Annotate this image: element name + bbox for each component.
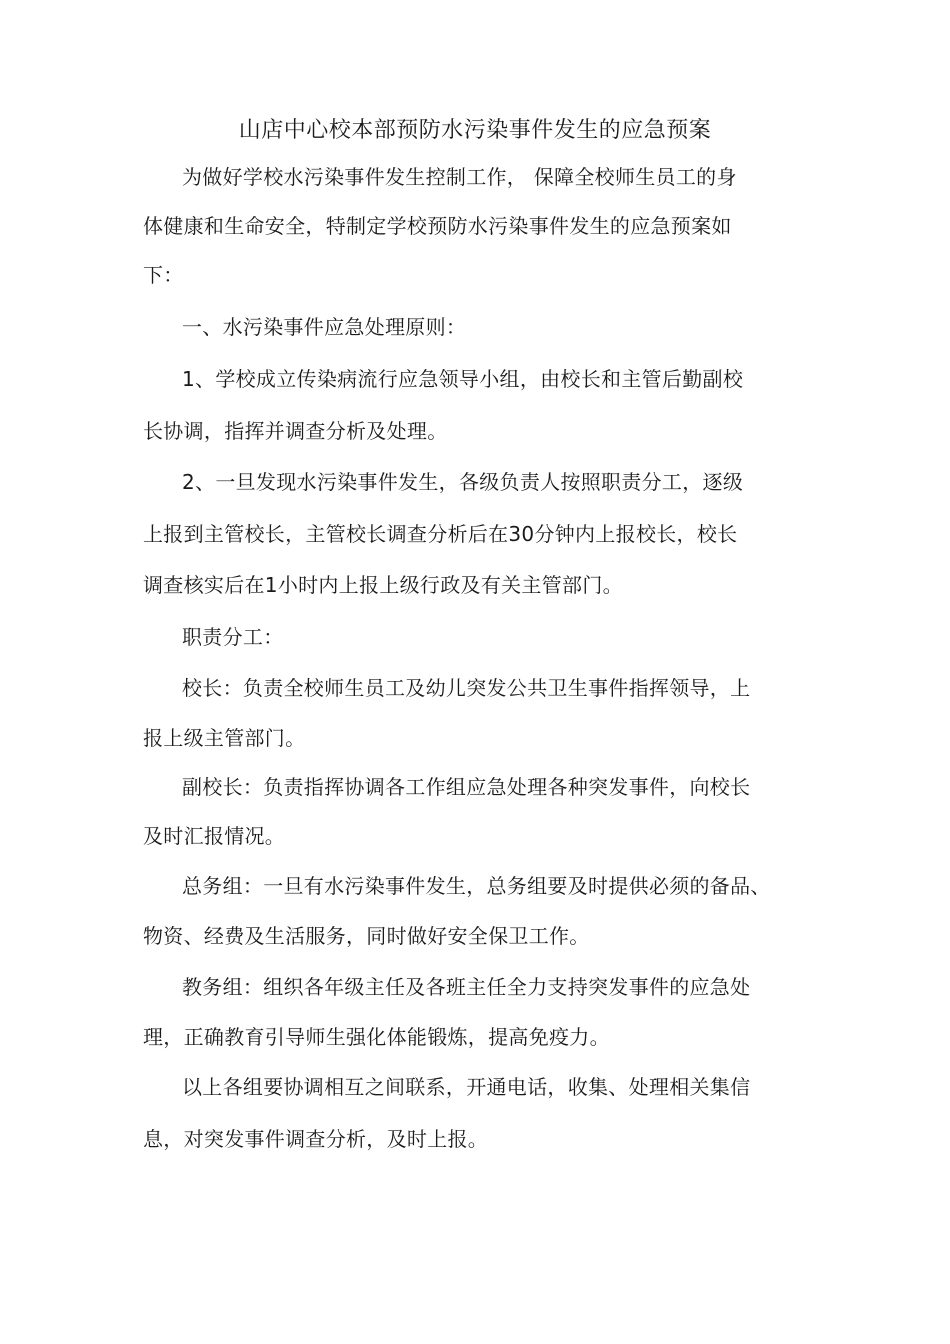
- text-line-academic-affairs-2: 理，正确教育引导师生强化体能锻炼，提高免疫力。: [143, 1025, 610, 1049]
- text-line-principal-1: 校长：负责全校师生员工及幼儿突发公共卫生事件指挥领导，上: [182, 676, 751, 700]
- text-line-item2-1: 2、一旦发现水污染事件发生，各级负责人按照职责分工，逐级: [182, 470, 744, 494]
- text-line-general-affairs-2: 物资、经费及生活服务，同时做好安全保卫工作。: [143, 924, 590, 948]
- text-line-vice-principal-2: 及时汇报情况。: [143, 824, 286, 848]
- text-line-item1-2: 长协调，指挥并调查分析及处理。: [143, 419, 448, 443]
- text-line-intro-1: 为做好学校水污染事件发生控制工作， 保障全校师生员工的身: [182, 165, 737, 189]
- text-line-general-affairs-1: 总务组：一旦有水污染事件发生，总务组要及时提供必须的备品、: [182, 874, 771, 898]
- section-heading-duties: 职责分工：: [182, 625, 284, 649]
- text-line-summary-2: 息，对突发事件调查分析，及时上报。: [143, 1127, 489, 1151]
- section-heading-principles: 一、水污染事件应急处理原则：: [182, 315, 467, 339]
- text-line-summary-1: 以上各组要协调相互之间联系，开通电话，收集、处理相关集信: [182, 1075, 751, 1099]
- text-line-vice-principal-1: 副校长：负责指挥协调各工作组应急处理各种突发事件，向校长: [182, 775, 751, 799]
- text-line-item2-2: 上报到主管校长，主管校长调查分析后在30分钟内上报校长，校长: [143, 522, 738, 546]
- text-line-item2-3: 调查核实后在1小时内上报上级行政及有关主管部门。: [143, 573, 623, 597]
- text-line-intro-2: 体健康和生命安全，特制定学校预防水污染事件发生的应急预案如: [143, 214, 732, 238]
- text-line-academic-affairs-1: 教务组：组织各年级主任及各班主任全力支持突发事件的应急处: [182, 975, 751, 999]
- text-line-principal-2: 报上级主管部门。: [143, 726, 306, 750]
- text-line-item1-1: 1、学校成立传染病流行应急领导小组，由校长和主管后勤副校: [182, 367, 744, 391]
- text-line-intro-3: 下：: [143, 263, 184, 287]
- document-title: 山店中心校本部预防水污染事件发生的应急预案: [238, 118, 712, 143]
